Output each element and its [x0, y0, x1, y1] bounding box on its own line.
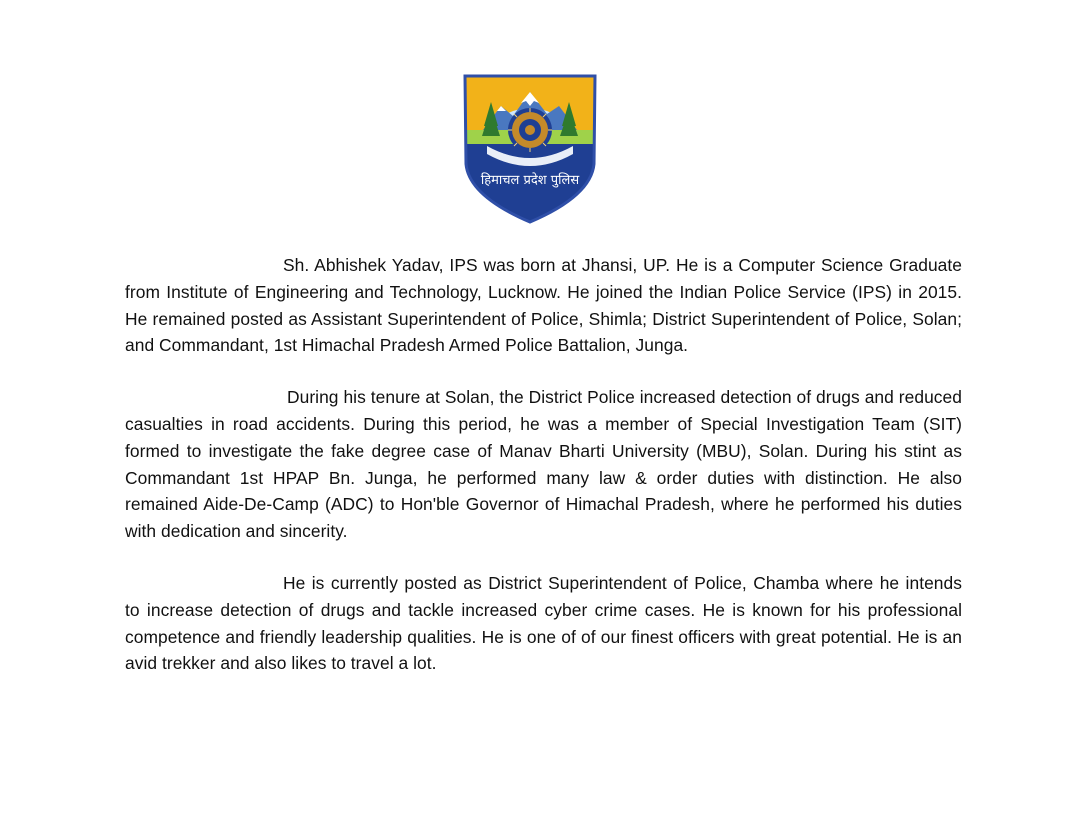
emblem-caption: हिमाचल प्रदेश पुलिस: [480, 173, 580, 188]
himachal-police-emblem-icon: [461, 72, 599, 224]
biography-paragraph-1: Sh. Abhishek Yadav, IPS was born at Jhansi, UP. He is a Computer Science Graduate from Institute of Engineering and Technology, Lucknow. He joined the Indian Police Service (IPS) in 2015. He remained posted as Assistant Superintendent of Police, Shimla; District Superintendent of Police, Solan; and Commandant, 1st Himachal Pradesh Armed Police Battalion, Junga.: [125, 255, 962, 356]
biography-paragraph-2: During his tenure at Solan, the District Police increased detection of drugs and reduced casualties in road accidents. During this period, he was a member of Special Investigation Team (SIT) formed to investigate the fake degree case of Manav Bharti University (MBU), Solan. During his stint as Commandant 1st HPAP Bn. Junga, he performed many law & order duties with distinction. He also remained Aide-De-Camp (ADC) to Hon'ble Governor of Himachal Pradesh, where he performed his duties with dedication and sincerity.: [125, 387, 962, 542]
biography-text: [125, 252, 962, 702]
biography-paragraph-3: He is currently posted as District Superintendent of Police, Chamba where he intends to increase detection of drugs and tackle increased cyber crime cases. He is known for his professional competence and friendly leadership qualities. He is one of of our finest officers with great potential. He is an avid trekker and also likes to travel a lot.: [125, 572, 962, 674]
